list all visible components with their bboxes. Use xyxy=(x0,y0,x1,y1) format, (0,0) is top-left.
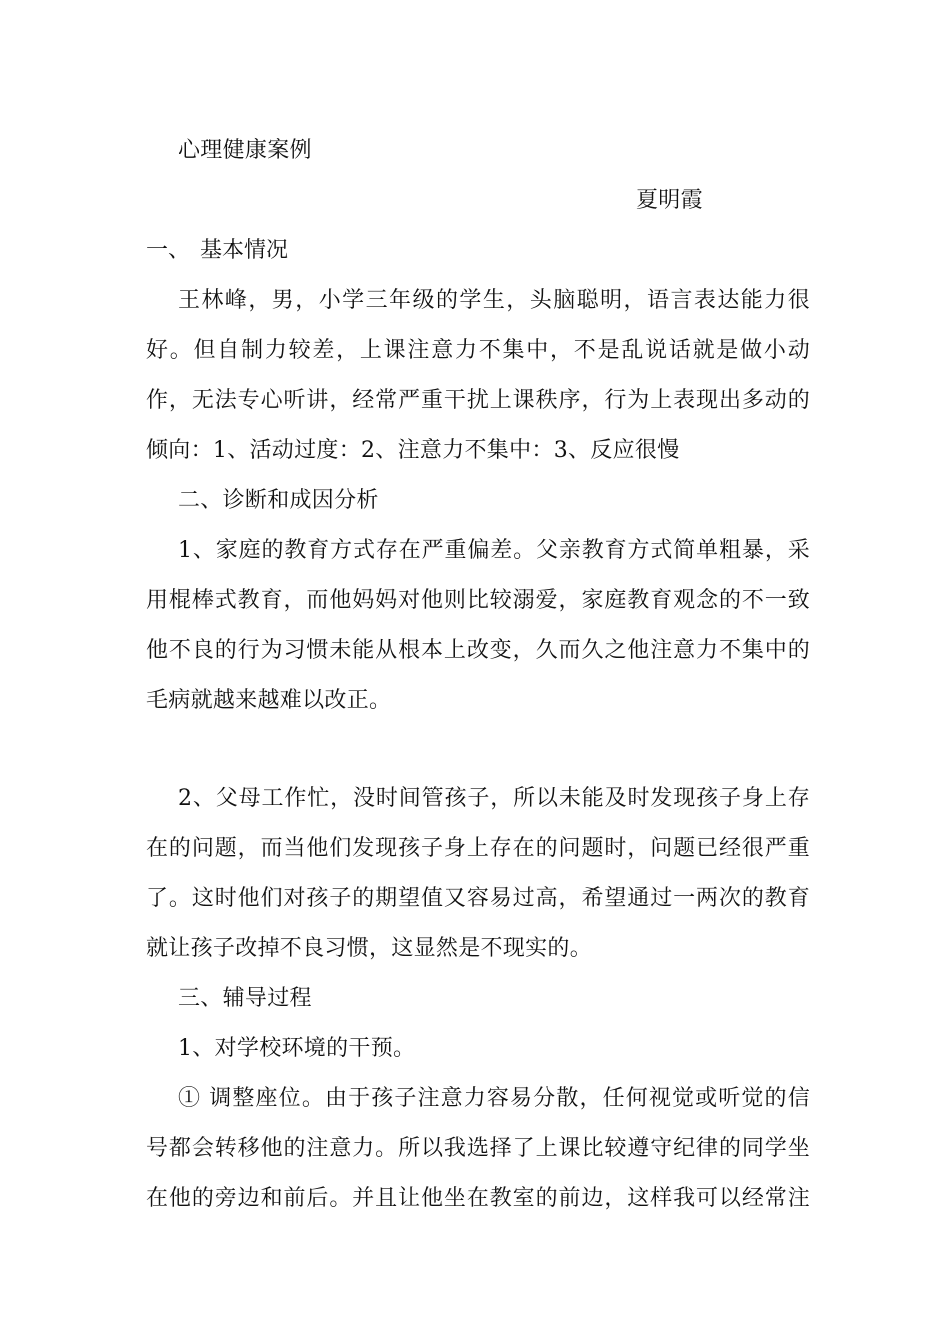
paragraph-line: 他不良的行为习惯未能从根本上改变，久而久之他注意力不集中的 xyxy=(146,638,810,663)
paragraph-line: 就让孩子改掉不良习惯，这显然是不现实的。 xyxy=(146,936,593,961)
paragraph-line: 了。这时他们对孩子的期望值又容易过高，希望通过一两次的教育 xyxy=(146,886,810,911)
author-name: 夏明霞 xyxy=(636,188,703,213)
section-2-heading: 二、诊断和成因分析 xyxy=(178,488,379,513)
paragraph-line: 王林峰，男，小学三年级的学生，头脑聪明，语言表达能力很 xyxy=(178,288,810,313)
paragraph-line: ① 调整座位。由于孩子注意力容易分散，任何视觉或听觉的信 xyxy=(178,1086,810,1111)
subsection-heading: 1、对学校环境的干预。 xyxy=(178,1036,416,1061)
paragraph-line: 倾向：1、活动过度：2、注意力不集中：3、反应很慢 xyxy=(146,438,680,463)
paragraph-line: 2、父母工作忙，没时间管孩子，所以未能及时发现孩子身上存 xyxy=(178,786,810,811)
paragraph-line: 用棍棒式教育，而他妈妈对他则比较溺爱，家庭教育观念的不一致 xyxy=(146,588,810,613)
paragraph-line: 号都会转移他的注意力。所以我选择了上课比较遵守纪律的同学坐 xyxy=(146,1136,810,1161)
section-1-heading: 基本情况 xyxy=(200,238,289,263)
paragraph-line: 毛病就越来越难以改正。 xyxy=(146,688,392,713)
paragraph-line: 1、家庭的教育方式存在严重偏差。父亲教育方式简单粗暴，采 xyxy=(178,538,810,563)
paragraph-line: 作，无法专心听讲，经常严重干扰上课秩序，行为上表现出多动的 xyxy=(146,388,810,413)
section-1-number: 一、 xyxy=(146,238,191,263)
paragraph-line: 在的问题，而当他们发现孩子身上存在的问题时，问题已经很严重 xyxy=(146,836,810,861)
section-3-heading: 三、辅导过程 xyxy=(178,986,312,1011)
document-title: 心理健康案例 xyxy=(178,138,312,163)
paragraph-line: 好。但自制力较差，上课注意力不集中，不是乱说话就是做小动 xyxy=(146,338,810,363)
paragraph-line: 在他的旁边和前后。并且让他坐在教室的前边，这样我可以经常注 xyxy=(146,1186,810,1211)
